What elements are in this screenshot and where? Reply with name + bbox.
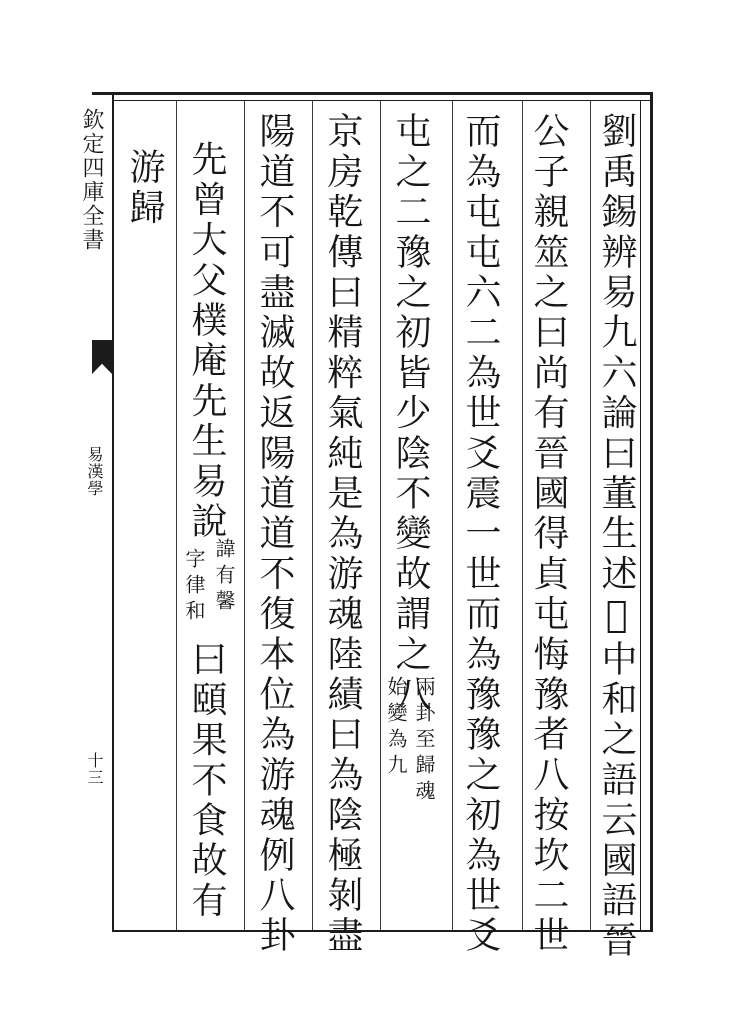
spine-book-title: 易漢學 — [85, 446, 104, 497]
column-rule — [176, 100, 177, 930]
text-column-7: 先曾大父樸庵先生易說 — [186, 140, 227, 542]
text-column-6: 陽道不可盡滅故返陽道道不復本位為游魂例八卦 — [254, 112, 295, 957]
spine-page-number: 十三 — [85, 752, 104, 786]
fish-tail-mark — [92, 340, 112, 374]
frame-bottom-border — [112, 930, 652, 932]
text-column-5: 京房乾傳曰精粹氣純是為游魂陸績曰為陰極剝盡 — [322, 112, 363, 957]
text-column-3: 而為屯屯六二為世爻震一世而為豫豫之初為世爻 — [460, 112, 501, 957]
text-column-1: 劉禹錫辨易九六論曰董生述𤳚中和之語云國語晉 — [596, 112, 637, 962]
column-rule — [244, 100, 245, 930]
annotation-column-7-left: 字律和 — [182, 548, 206, 626]
column-rule — [380, 100, 381, 930]
text-column-4: 屯之二豫之初皆少陰不變故謂之八 — [390, 112, 431, 715]
column-rule — [522, 100, 523, 930]
annotation-column-7-right: 諱有馨 — [212, 538, 236, 616]
annotation-column-4-right: 兩卦至歸魂 — [412, 676, 436, 806]
frame-right-inner-border — [640, 100, 641, 930]
text-column-7-continued: 曰頤果不食故有 — [186, 640, 227, 922]
column-rule — [312, 100, 313, 930]
frame-right-border — [650, 92, 653, 932]
text-column-8: 游歸 — [124, 148, 165, 229]
frame-top-inner-border — [112, 100, 652, 101]
column-rule — [590, 100, 591, 930]
annotation-column-4-left: 始變為九 — [384, 676, 408, 780]
text-column-2: 公子親筮之曰尚有晉國得貞屯悔豫者八按坎二世 — [528, 112, 569, 957]
column-rule — [452, 100, 453, 930]
spine-title: 欽定四庫全書 — [79, 108, 104, 252]
frame-top-border — [92, 92, 652, 95]
frame-left-border — [112, 92, 114, 932]
